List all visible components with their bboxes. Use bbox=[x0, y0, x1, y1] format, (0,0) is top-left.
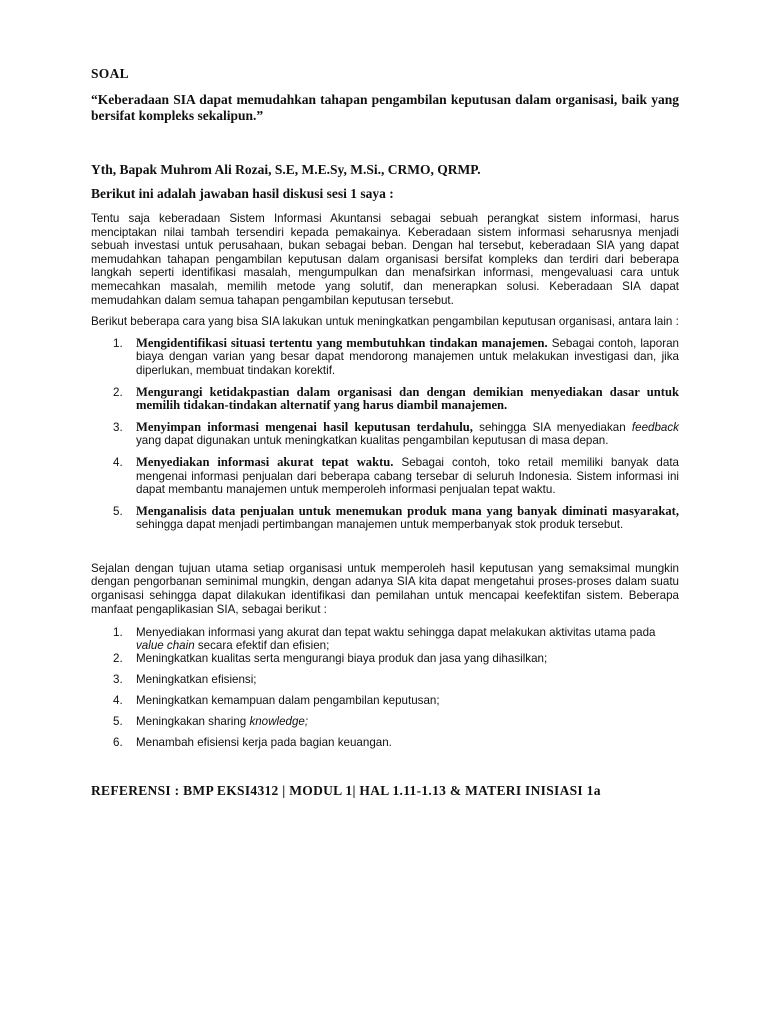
document-body bbox=[91, 66, 679, 799]
list-item bbox=[91, 505, 679, 532]
list-item-text: Menyediakan informasi yang akurat dan tepat waktu sehingga dapat melakukan aktivitas utama pada bbox=[136, 626, 656, 640]
question-text: “Keberadaan SIA dapat memudahkan tahapan pengambilan keputusan dalam organisasi, baik yang bersifat kompleks sekalipun.” bbox=[91, 92, 679, 123]
list-item-text: Meningkatkan efisiensi; bbox=[136, 673, 257, 687]
list-item-lead: Menyimpan informasi mengenai hasil keputusan terdahulu, bbox=[136, 419, 473, 434]
list-item-lead: Menganalisis data penjualan untuk menemukan produk mana yang banyak diminati masyarakat, bbox=[136, 503, 679, 518]
list-item bbox=[91, 421, 679, 448]
paragraph-2: Berikut beberapa cara yang bisa SIA lakukan untuk meningkatkan pengambilan keputusan organisasi, antara lain : bbox=[91, 315, 679, 329]
paragraph-1: Tentu saja keberadaan Sistem Informasi Akuntansi sebagai sebuah perangkat sistem informasi, harus menciptakan nilai tambah tersendiri kepada pemakainya. Keberadaan sistem informasi seharusnya menjadi sebuah investasi untuk perusahaan, bukan sebagai beban. Dengan hal tersebut, keberadaan SIA yang dapat memudahkan tahapan pengambilan keputusan dalam organisasi bersifat kompleks dan terdiri dari beberapa langkah seperti identifikasi masalah, mengumpulkan dan menafsirkan informasi, mengevaluasi cara untuk memecahkan masalah, memilih metode yang solutif, dan menerapkan solusi. Keberadaan SIA dapat memudahkan dalam semua tahapan pengambilan keputusan tersebut. bbox=[91, 212, 679, 307]
list-item bbox=[91, 715, 679, 728]
list-number: 1. bbox=[113, 626, 123, 640]
list-item bbox=[91, 736, 679, 749]
ways-list bbox=[91, 337, 679, 532]
list-item-text: sehingga dapat menjadi pertimbangan manajemen untuk memperbanyak stok produk tersebut. bbox=[136, 518, 624, 532]
list-item-text: Meningkatkan kualitas serta mengurangi biaya produk dan jasa yang dihasilkan; bbox=[136, 652, 548, 666]
paragraph-3: Sejalan dengan tujuan utama setiap organisasi untuk memperoleh hasil keputusan yang semaksimal mungkin dengan pengorbanan seminimal mungkin, dengan adanya SIA kita dapat mengetahui proses-proses dalam suatu organisasi sehingga dapat dilakukan identifikasi dan pemilahan untuk mencapai keefektifan sistem. Beberapa manfaat pengaplikasian SIA, sebagai berikut : bbox=[91, 561, 679, 616]
benefits-list bbox=[91, 626, 679, 749]
list-item bbox=[91, 386, 679, 413]
list-item bbox=[91, 652, 679, 665]
list-number: 6. bbox=[113, 736, 123, 750]
list-item-lead: Menyediakan informasi akurat tepat waktu. bbox=[136, 454, 394, 469]
list-item bbox=[91, 626, 679, 652]
list-number: 5. bbox=[113, 715, 123, 729]
salutation: Yth, Bapak Muhrom Ali Rozai, S.E, M.E.Sy, M.Si., CRMO, QRMP. bbox=[91, 162, 481, 177]
list-item-text: Sebagai contoh, laporan biaya dengan varian yang besar dapat mendorong manajemen untuk melakukan investigasi dan, jika diperlukan, membuat tindakan korektif. bbox=[136, 336, 679, 377]
list-item-lead: Mengurangi ketidakpastian dalam organisasi dan dengan demikian menyediakan dasar untuk memilih tidakan-tindakan alternatif yang harus diambil manajemen. bbox=[136, 384, 679, 413]
reference-line: REFERENSI : BMP EKSI4312 | MODUL 1| HAL 1.11-1.13 & MATERI INISIASI 1a bbox=[91, 783, 601, 799]
list-number: 2. bbox=[113, 385, 123, 399]
list-item-text: Menambah efisiensi kerja pada bagian keuangan. bbox=[136, 736, 392, 750]
list-item bbox=[91, 673, 679, 686]
spacer bbox=[91, 540, 679, 562]
list-number: 3. bbox=[113, 673, 123, 687]
intro-text: Berikut ini adalah jawaban hasil diskusi sesi 1 saya : bbox=[91, 186, 394, 201]
list-item-italic: knowledge; bbox=[249, 715, 309, 729]
list-item bbox=[91, 694, 679, 707]
list-number: 5. bbox=[113, 504, 123, 518]
doc-title: SOAL bbox=[91, 66, 129, 81]
list-item-text: yang dapat digunakan untuk meningkatkan kualitas pengambilan keputusan di masa depan. bbox=[136, 434, 609, 448]
list-number: 4. bbox=[113, 455, 123, 469]
list-item-text: Sebagai contoh, toko retail memiliki banyak data mengenai informasi penjualan dari beberapa cabang tersebar di seluruh Indonesia. Sistem informasi ini dapat membantu manajemen untuk memperoleh informasi penjualan tepat waktu. bbox=[136, 455, 679, 497]
list-number: 3. bbox=[113, 420, 123, 434]
list-item bbox=[91, 456, 679, 497]
list-item-text: sehingga SIA menyediakan bbox=[472, 420, 632, 434]
list-item-lead: Mengidentifikasi situasi tertentu yang membutuhkan tindakan manajemen. bbox=[136, 335, 548, 350]
list-item-text: secara efektif dan efisien; bbox=[194, 639, 330, 653]
list-item-text: Meningkakan sharing bbox=[136, 715, 250, 729]
list-number: 2. bbox=[113, 652, 123, 666]
list-number: 4. bbox=[113, 694, 123, 708]
list-item-text: Meningkatkan kemampuan dalam pengambilan keputusan; bbox=[136, 694, 440, 708]
list-item-italic: value chain bbox=[136, 639, 195, 653]
list-number: 1. bbox=[113, 336, 123, 350]
list-item-italic: feedback bbox=[631, 420, 679, 434]
list-item bbox=[91, 337, 679, 378]
